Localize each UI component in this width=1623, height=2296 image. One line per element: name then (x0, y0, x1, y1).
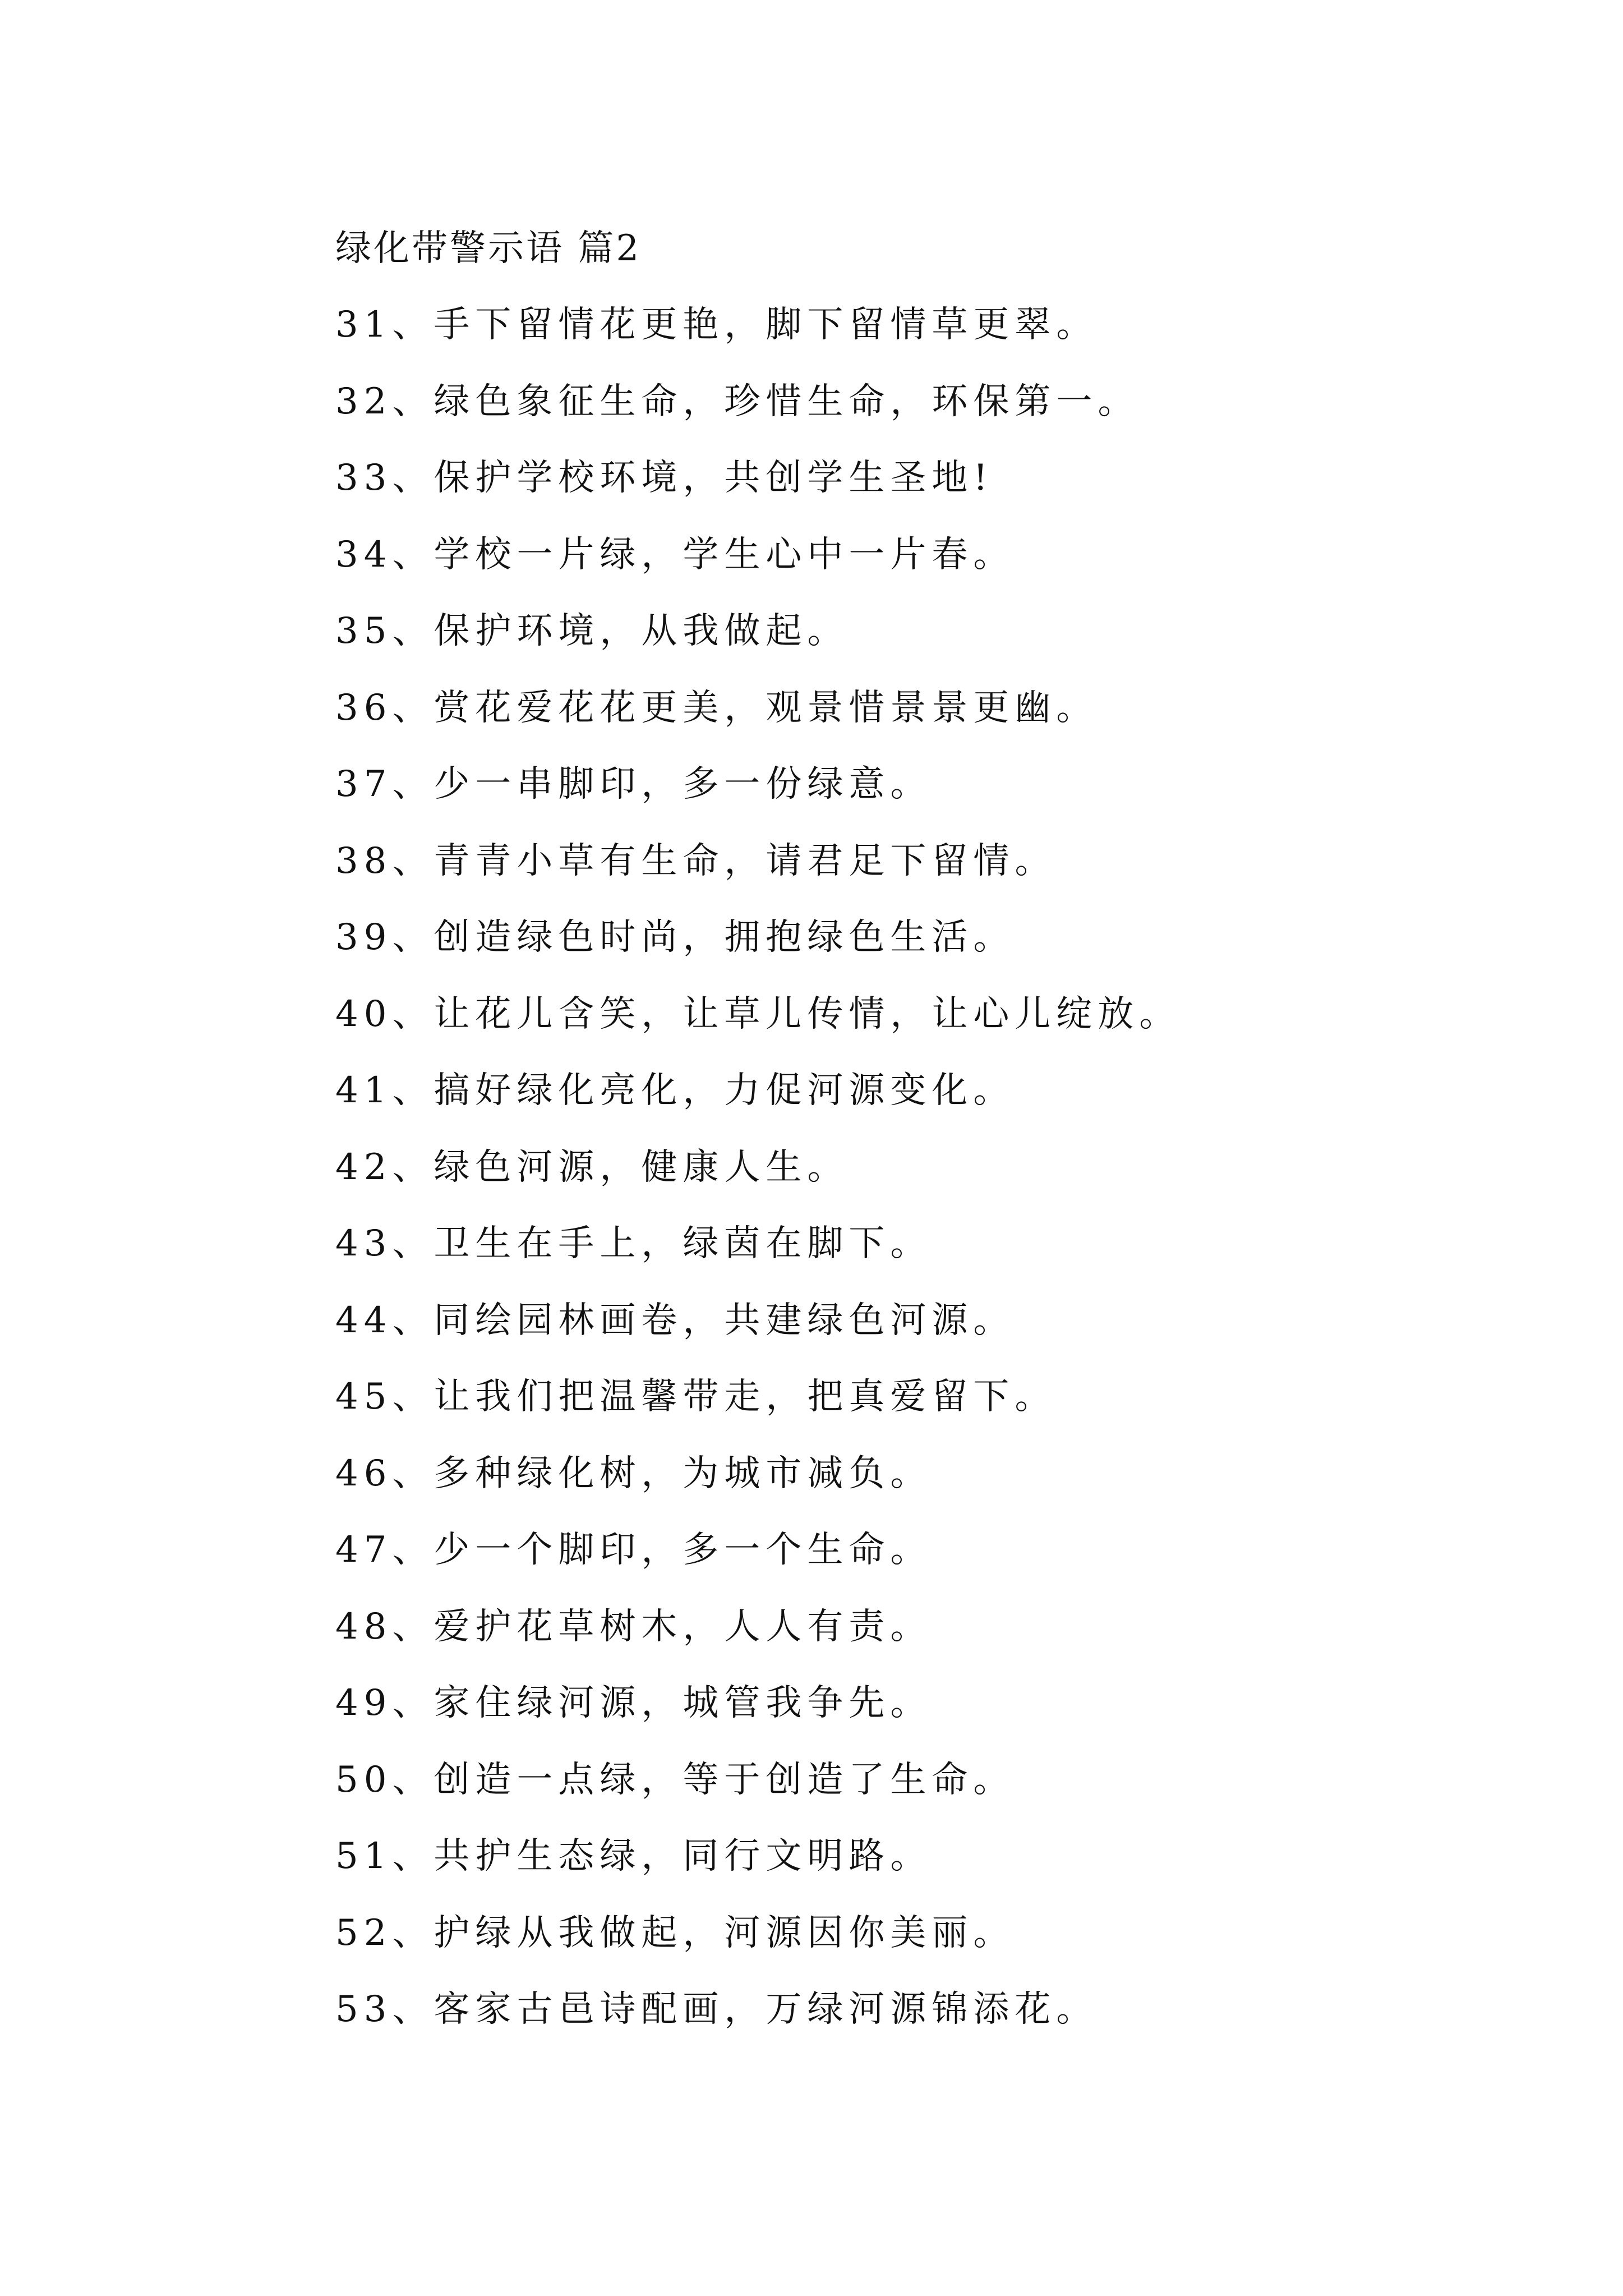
slogan-item: 50、创造一点绿，等于创造了生命。 (335, 1759, 1015, 1801)
slogan-item: 43、卫生在手上，绿茵在脚下。 (335, 1223, 932, 1264)
slogan-item: 49、家住绿河源，城管我争先。 (335, 1682, 932, 1724)
slogan-item: 39、创造绿色时尚，拥抱绿色生活。 (335, 917, 1015, 958)
slogan-item: 31、手下留情花更艳，脚下留情草更翠。 (335, 304, 1098, 346)
slogan-item: 36、赏花爱花花更美，观景惜景景更幽。 (335, 687, 1098, 729)
slogan-item: 45、让我们把温馨带走，把真爱留下。 (335, 1376, 1057, 1418)
document-content (335, 210, 1513, 2048)
slogan-item: 53、客家古邑诗配画，万绿河源锦添花。 (335, 1989, 1098, 2030)
slogan-item: 47、少一个脚印，多一个生命。 (335, 1529, 932, 1571)
slogan-item: 41、搞好绿化亮化，力促河源变化。 (335, 1070, 1015, 1111)
slogan-item: 44、同绘园林画卷，共建绿色河源。 (335, 1299, 1015, 1341)
slogan-item: 32、绿色象征生命，珍惜生命，环保第一。 (335, 380, 1140, 422)
slogan-item: 46、多种绿化树，为城市减负。 (335, 1452, 932, 1494)
slogan-item: 51、共护生态绿，同行文明路。 (335, 1835, 932, 1877)
slogan-list (335, 287, 1513, 2048)
slogan-item: 35、保护环境，从我做起。 (335, 610, 849, 652)
slogan-item: 34、学校一片绿，学生心中一片春。 (335, 533, 1015, 576)
slogan-item: 37、少一串脚印，多一份绿意。 (335, 763, 932, 805)
slogan-item: 40、让花儿含笑，让草儿传情，让心儿绽放。 (335, 993, 1181, 1035)
slogan-item: 48、爱护花草树木，人人有责。 (335, 1605, 932, 1648)
slogan-item: 52、护绿从我做起，河源因你美丽。 (335, 1912, 1015, 1954)
slogan-item: 42、绿色河源，健康人生。 (335, 1146, 849, 1188)
slogan-item: 33、保护学校环境，共创学生圣地! (335, 457, 994, 499)
slogan-item: 38、青青小草有生命，请君足下留情。 (335, 840, 1057, 882)
section-heading: 绿化带警示语 篇2 (335, 228, 642, 269)
